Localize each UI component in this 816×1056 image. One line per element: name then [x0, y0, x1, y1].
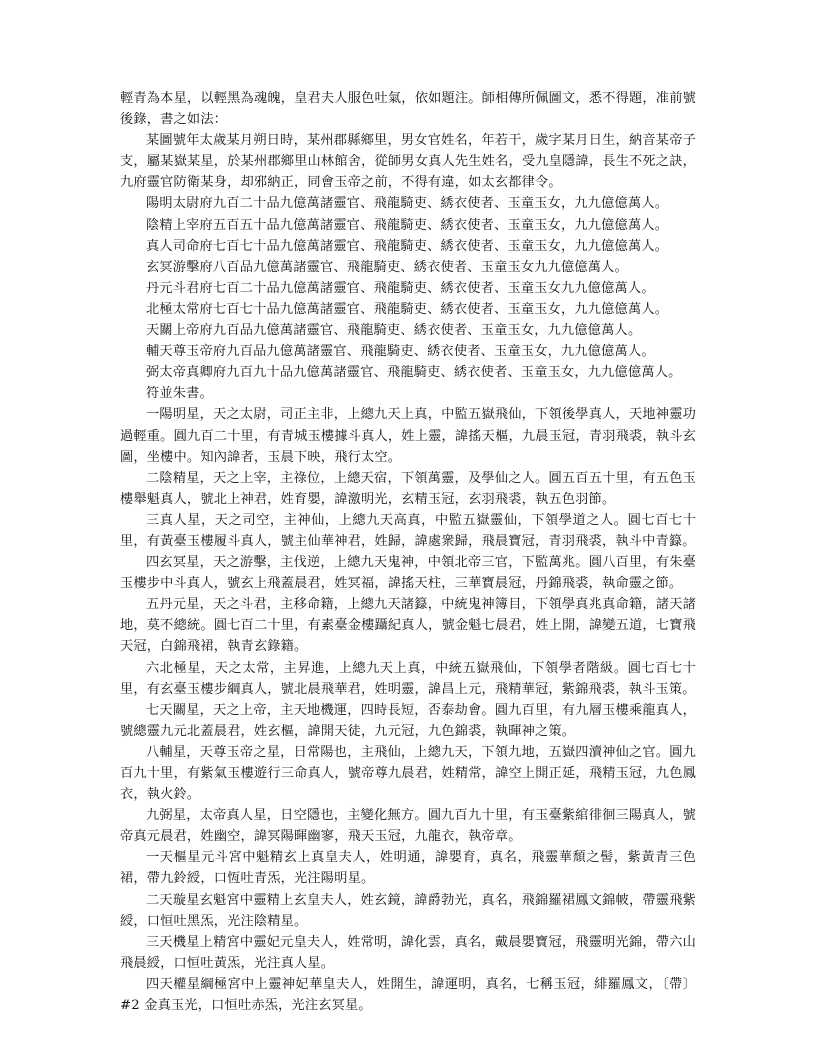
- paragraph: 北極太常府七百七十品九億萬諸靈官、飛龍騎吏、綉衣使者、玉童玉女，九九億億萬人。: [146, 301, 669, 317]
- paragraph: 五丹元星，天之斗君，主移命籍，上總九天諸籙，中統鬼神簿目，下領學真兆真命籍，諸天諸地，莫不總統。圓七百二十里，有素臺金樓躡紀真人，號金魁七晨君，姓上開，諱變五道，七寶飛天冠，白錦飛裙，執青玄錄籍。: [120, 597, 696, 655]
- paragraph: 一天樞星元斗宮中魁精玄上真皇夫人，姓明通，諱嬰育，真名，飛靈華頹之髻，紫黃青三色裙，帶九鈴綬，口恆吐青炁，光注陽明星。: [120, 850, 696, 887]
- paragraph: 陽明太尉府九百二十品九億萬諸靈官、飛龍騎吏、綉衣使者、玉童玉女，九九億億萬人。: [146, 196, 669, 212]
- paragraph: 四天權星綱極宮中上靈神妃華皇夫人，姓開生，諱運明，真名，七稱玉冠，緋羅鳳文，〔帶〕#2 金真玉光，口恒吐赤炁，光注玄冥星。: [120, 976, 696, 1014]
- paragraph: 輕青為本星，以輕黑為魂魄，皇君夫人服色吐氣，依如題注。師相傳所佩圖文，悉不得題，准前號後錄，書之如法：: [120, 91, 696, 128]
- paragraph: 天關上帝府九百品九億萬諸靈官、飛龍騎吏、綉衣使者、玉童玉女，九九億億萬人。: [146, 323, 642, 339]
- paragraph: 弼太帝真卿府九百九十品九億萬諸靈官、飛龍騎吏、綉衣使者、玉童玉女，九九億億萬人。: [146, 365, 682, 381]
- paragraph: 某圖號年太歲某月朔日時，某州郡縣鄉里，男女官姓名，年若干，歲字某月日生，納音某帝子支，屬某嶽某星，於某州郡鄉里山林館舍，從師男女真人先生姓名，受九皇隱諱，長生不死之訣，九府靈官防衛某身，却邪納正，同會玉帝之前，不得有違，如太玄都律令。: [120, 133, 696, 191]
- paragraph: 符並朱書。: [146, 386, 213, 402]
- paragraph: 九弼星，太帝真人星，日空隱也，主變化無方。圓九百九十里，有玉臺紫綰徘徊三陽真人，號帝真元晨君，姓幽空，諱冥陽暉幽寥，飛天玉冠，九龍衣，執帝章。: [120, 808, 696, 845]
- paragraph: 真人司命府七百七十品九億萬諸靈官、飛龍騎吏、綉衣使者、玉童玉女，九九億億萬人。: [146, 238, 669, 254]
- paragraph: 二陰精星，天之上宰，主祿位，上總天宿，下領萬靈，及學仙之人。圓五百五十里，有五色玉樓舉魁真人，號北上神君，姓育嬰，諱激明光，玄精玉冠，玄羽飛裘，執五色羽節。: [120, 470, 696, 507]
- paragraph: 三天機星上精宮中靈妃元皇夫人，姓常明，諱化雲，真名，戴晨嬰寶冠，飛靈明光錦，帶六山飛晨綬，口恒吐黃炁，光注真人星。: [120, 934, 696, 971]
- paragraph: 三真人星，天之司空，主神仙，上總九天高真，中監五嶽靈仙，下領學道之人。圓七百七十里，有黃臺玉樓履斗真人，號主仙華神君，姓歸，諱處衆歸，飛晨寶冠，青羽飛裘，執斗中青籙。: [120, 512, 696, 549]
- paragraph: 八輔星，天尊玉帝之星，日常陽也，主飛仙，上總九天，下領九地，五嶽四瀆神仙之官。圓九百九十里，有紫氣玉樓遊行三命真人，號帝尊九晨君，姓精常，諱空上開正延，飛精玉冠，九色鳳衣，執火鈴。: [120, 744, 696, 803]
- paragraph: 玄冥游擊府八百品九億萬諸靈官、飛龍騎吏、綉衣使者、玉童玉女九九億億萬人。: [146, 259, 628, 275]
- paragraph: 輔天尊玉帝府九百品九億萬諸靈官、飛龍騎吏、綉衣使者、玉童玉女，九九億億萬人。: [146, 344, 655, 360]
- paragraph: 一陽明星，天之太尉，司正主非，上總九天上真，中監五嶽飛仙，下領後學真人，天地神靈功過輕重。圓九百二十里，有青城玉樓據斗真人，姓上靈，諱搖天樞，九晨玉冠，青羽飛裘，執斗玄圖，坐樓中。知內諱者，玉晨下映，飛行太空。: [120, 407, 696, 465]
- paragraph: 四玄冥星，天之游擊，主伐逆，上總九天鬼神，中領北帝三官，下監萬兆。圓八百里，有朱臺玉樓步中斗真人，號玄上飛蓋晨君，姓冥福，諱搖天柱，三華寶晨冠，丹錦飛裘，執命靈之節。: [120, 555, 696, 592]
- paragraph: 六北極星，天之太常，主昇進，上總九天上真，中統五嶽飛仙，下領學者階級。圓七百七十里，有玄臺玉樓步綱真人，號北晨飛華君，姓明靈，諱昌上元，飛精華冠，紫錦飛裘，執斗玉策。: [120, 660, 696, 697]
- paragraph: 陰精上宰府五百五十品九億萬諸靈官、飛龍騎吏、綉衣使者、玉童玉女，九九億億萬人。: [146, 217, 669, 233]
- paragraph: 七天關星，天之上帝，主天地機運，四時長短，否泰劫會。圓九百里，有九層玉樓乘龍真人，號總靈九元北蓋晨君，姓玄樞，諱開天徒，九元冠，九色錦裘，執暉神之策。: [120, 702, 696, 739]
- text-block: [120, 88, 696, 1016]
- paragraph: 二天璇星玄魁宮中靈精上玄皇夫人，姓玄鏡，諱爵勃光，真名，飛錦羅裙鳳文錦帔，帶靈飛紫綬，口恒吐黑炁，光注陰精星。: [120, 892, 696, 929]
- paragraph: 丹元斗君府七百二十品九億萬諸靈官、飛龍騎吏、綉衣使者、玉童玉女九九億億萬人。: [146, 280, 655, 296]
